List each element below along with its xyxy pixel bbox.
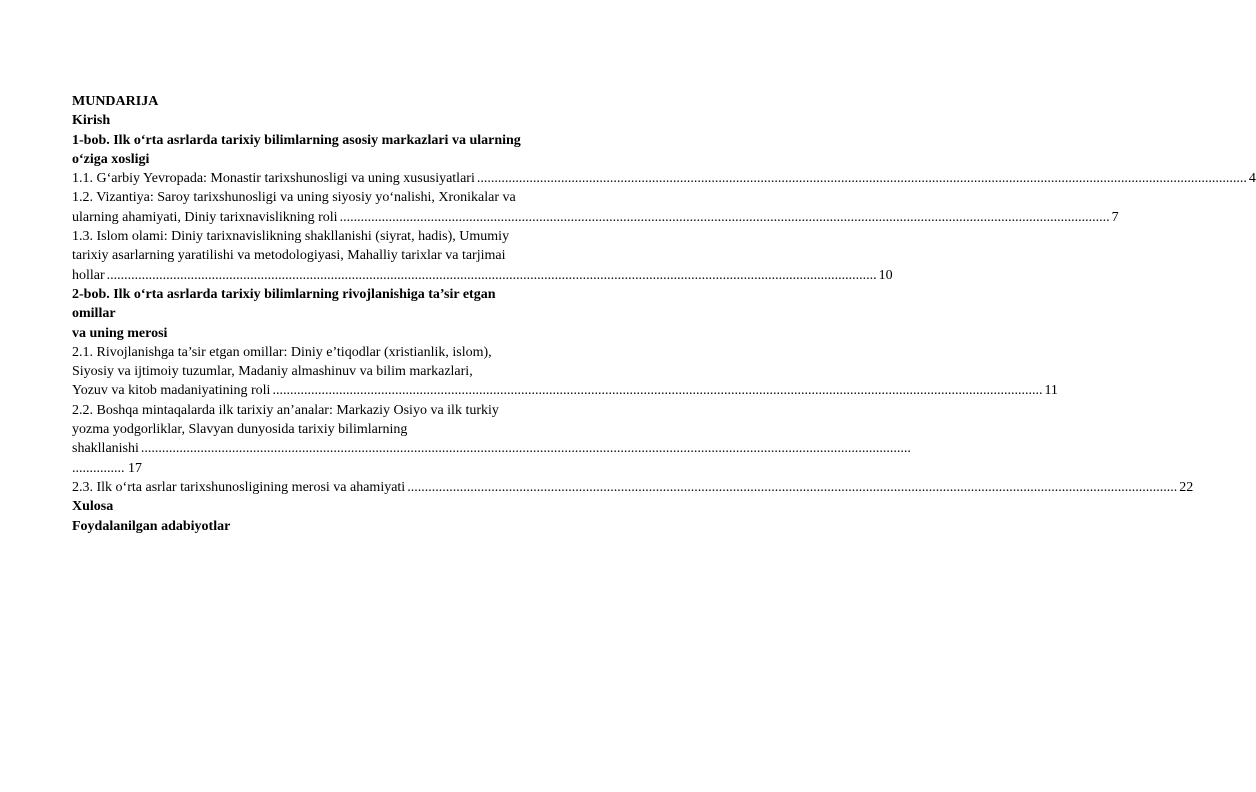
dot-leader: ............... [72, 460, 128, 476]
toc-entry-2-2-line-2: yozma yodgorliklar, Slavyan dunyosida tarixiy bilimlarning [72, 422, 408, 438]
toc-title: MUNDARIJA [72, 94, 159, 109]
toc-chapter-1-line-1: 1-bob. Ilk o‘rta asrlarda tarixiy bilimlarning asosiy markazlari va ularning [72, 132, 521, 148]
toc-page-number: 4 [1248, 171, 1256, 187]
dot-leader: ............................................................................................................................................................................................................................ [272, 383, 1043, 399]
toc-page-number: 11 [1044, 383, 1058, 399]
toc-entry-2-2-line-1: 2.2. Boshqa mintaqalarda ilk tarixiy an’analar: Markaziy Osiyo va ilk turkiy [72, 402, 499, 418]
toc-entry-1-1 [72, 169, 1256, 188]
toc-chapter-2-line-3: va uning merosi [72, 325, 168, 341]
toc-entry-1-2-line-2 [72, 208, 1119, 227]
toc-entry-1-2-line-1: 1.2. Vizantiya: Saroy tarixshunosligi va uning siyosiy yo‘nalishi, Xronikalar va [72, 190, 516, 206]
toc-entry-2-2-line-4 [72, 459, 542, 478]
dot-leader: ............................................................................................................................................................................................................................ [140, 441, 911, 457]
toc-entry-1-3-line-1: 1.3. Islom olami: Diniy tarixnavislikning shakllanishi (siyrat, hadis), Umumiy [72, 229, 510, 245]
toc-entry-2-1-line-3 [72, 381, 1058, 400]
toc-entry-2-2-line-3 [72, 439, 911, 458]
toc-chapter-1-line-2: o‘ziga xosligi [72, 151, 150, 167]
toc-entry-1-3-line-3 [72, 266, 893, 285]
toc-page-number: 10 [878, 267, 893, 283]
toc-chapter-2-line-2: omillar [72, 306, 116, 322]
dot-leader: ............................................................................................................................................................................................................................ [106, 267, 877, 283]
toc-entry-text: hollar [72, 267, 105, 283]
table-of-contents [72, 92, 1256, 536]
toc-entry-text: 2.3. Ilk o‘rta asrlar tarixshunosligining merosi va ahamiyati [72, 479, 406, 495]
toc-entry-2-3 [72, 478, 1194, 497]
toc-entry-text: Yozuv va kitob madaniyatining roli [72, 383, 271, 399]
toc-page-number: 17 [128, 460, 142, 476]
dot-leader: ............................................................................................................................................................................................................................ [407, 479, 1178, 495]
toc-page-number: 7 [1111, 209, 1119, 225]
toc-entry-2-1-line-1: 2.1. Rivojlanishga ta’sir etgan omillar: Diniy e’tiqodlar (xristianlik, islom), [72, 344, 492, 360]
toc-page-number: 22 [1179, 479, 1194, 495]
toc-entry-text: 1.1. G‘arbiy Yevropada: Monastir tarixshunosligi va uning xususiyatlari [72, 171, 475, 187]
toc-entry-text: ularning ahamiyati, Diniy tarixnavislikning roli [72, 209, 338, 225]
dot-leader: ............................................................................................................................................................................................................................ [476, 171, 1247, 187]
dot-leader: ............................................................................................................................................................................................................................ [339, 209, 1110, 225]
toc-entry-2-1-line-2: Siyosiy va ijtimoiy tuzumlar, Madaniy almashinuv va bilim markazlari, [72, 364, 473, 380]
toc-entry-text: shakllanishi [72, 441, 139, 457]
toc-entry-xulosa: Xulosa [72, 499, 114, 515]
toc-chapter-2-line-1: 2-bob. Ilk o‘rta asrlarda tarixiy bilimlarning rivojlanishiga ta’sir etgan [72, 286, 496, 302]
toc-entry-kirish: Kirish [72, 113, 111, 129]
toc-entry-1-3-line-2: tarixiy asarlarning yaratilishi va metodologiyasi, Mahalliy tarixlar va tarjimai [72, 248, 506, 264]
toc-entry-adabiyotlar: Foydalanilgan adabiyotlar [72, 518, 231, 534]
